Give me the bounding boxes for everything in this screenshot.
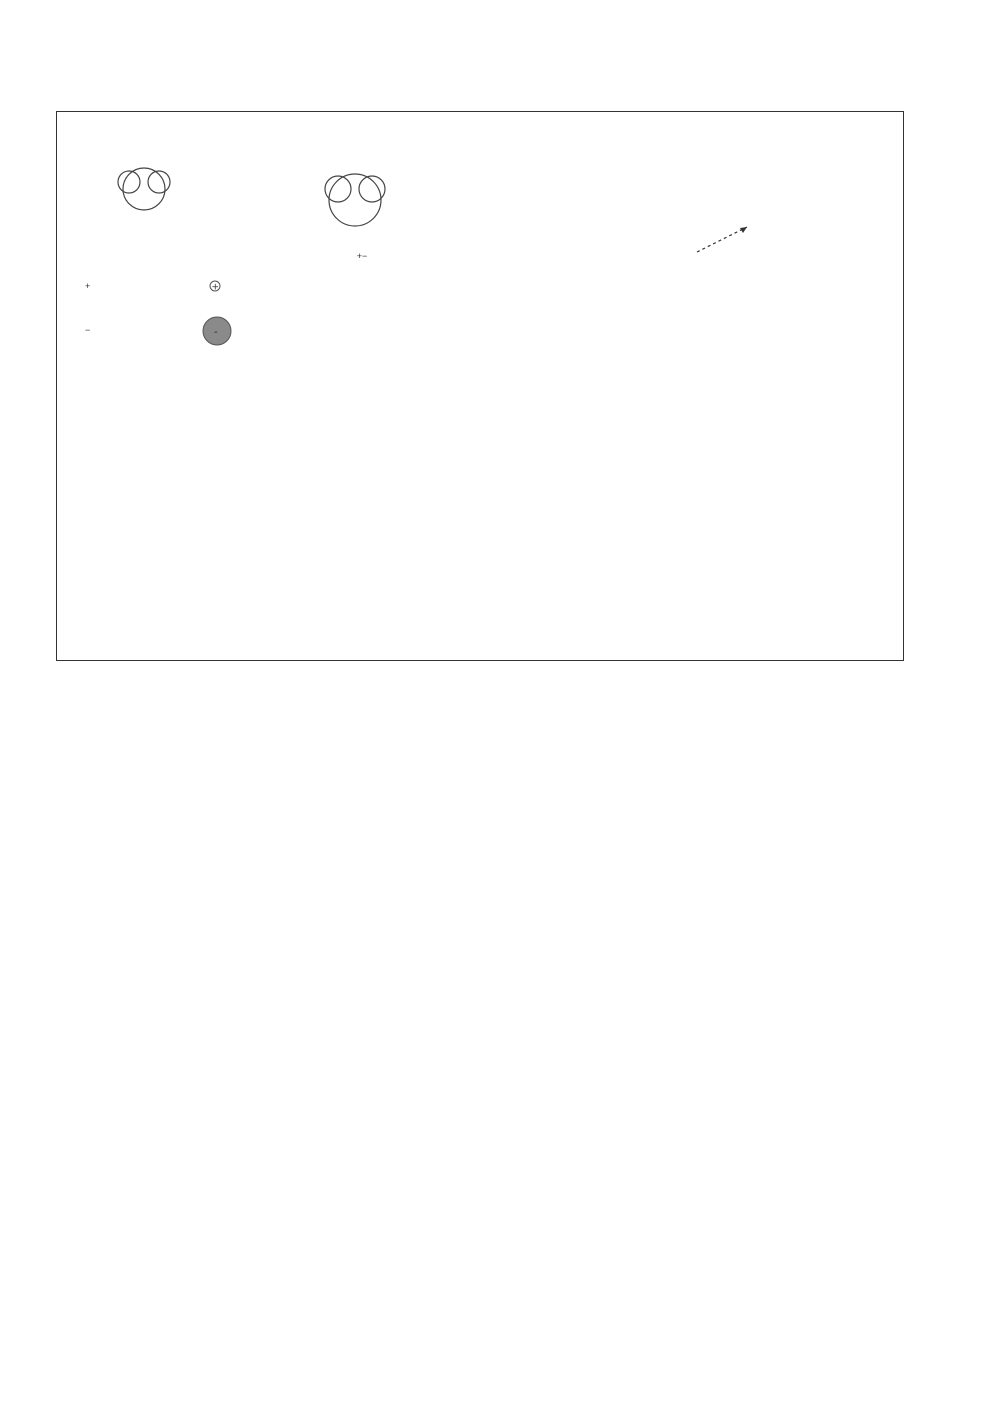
polar-molecule-diagram xyxy=(325,174,385,226)
crystal-label: +− xyxy=(356,251,368,261)
figure-17-3 xyxy=(56,111,904,661)
svg-text:+: + xyxy=(211,282,220,293)
sodium-ion-label: + xyxy=(85,281,91,291)
figure-caption xyxy=(71,492,501,597)
migration-arrow-icon xyxy=(697,227,747,252)
svg-text:-: - xyxy=(214,327,218,338)
chlorine-ion-label: − xyxy=(85,325,91,335)
water-molecule-diagram xyxy=(118,168,170,210)
sodium-ion-symbol-icon xyxy=(210,281,220,293)
chlorine-ion-symbol-icon xyxy=(203,317,231,345)
